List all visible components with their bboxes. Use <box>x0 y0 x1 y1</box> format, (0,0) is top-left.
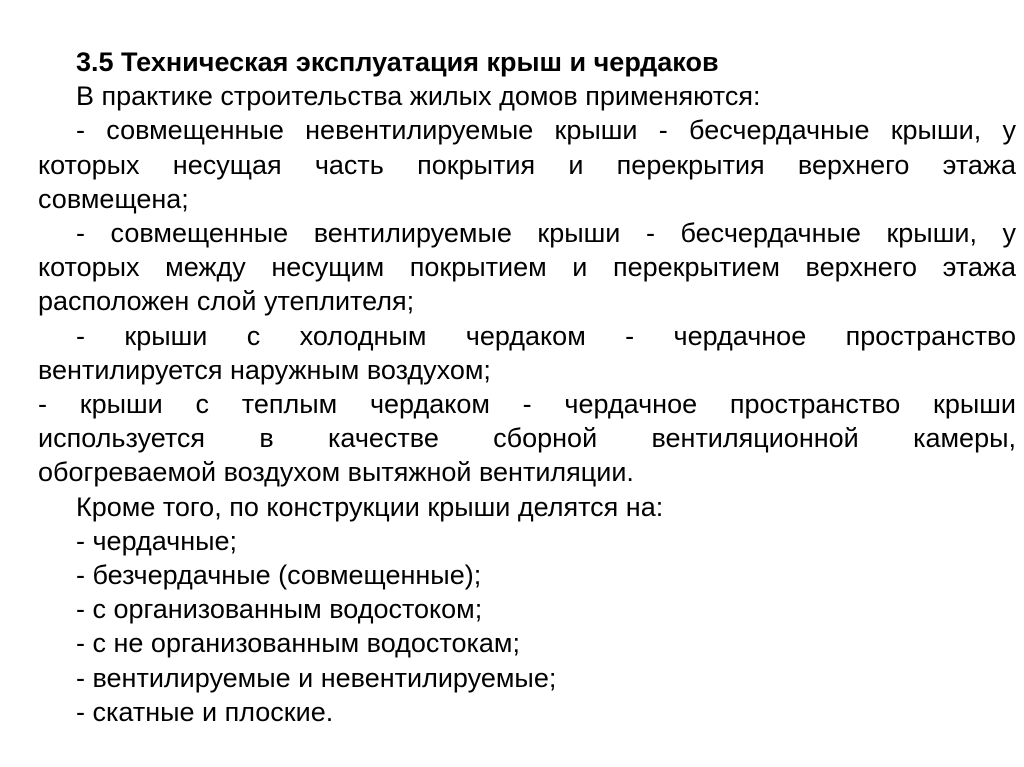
section-title: 3.5 Техническая эксплуатация крыш и чердаков <box>76 47 719 77</box>
list-item: - скатные и плоские. <box>76 696 334 727</box>
paragraph-line: - крыши с теплым чердаком - чердачное пространство крыши <box>38 389 1016 420</box>
paragraph-line: - совмещенные вентилируемые крыши - бесчердачные крыши, у <box>76 218 1016 249</box>
roof-type-list <box>38 524 1016 729</box>
list-item: - безчердачные (совмещенные); <box>76 560 482 591</box>
paragraph-line: вентилируется наружным воздухом; <box>38 354 491 385</box>
paragraph-line: обогреваемой воздухом вытяжной вентиляции. <box>38 457 634 488</box>
list-item: - чердачные; <box>76 525 238 556</box>
paragraph-warm-attic-roofs <box>38 387 1016 490</box>
intro-text: В практике строительства жилых домов применяются: <box>76 81 761 112</box>
slide-text <box>38 45 1016 729</box>
list-item: - вентилируемые и невентилируемые; <box>76 662 557 693</box>
paragraph-unventilated-combined-roofs <box>38 113 1016 216</box>
paragraph-line: расположен слой утеплителя; <box>38 286 415 317</box>
list-item: - с организованным водостоком; <box>76 594 483 625</box>
list-intro-text: Кроме того, по конструкции крыши делятся на: <box>76 491 664 522</box>
paragraph-cold-attic-roofs <box>38 319 1016 387</box>
paragraph-line: - совмещенные невентилируемые крыши - бесчердачные крыши, у <box>76 115 1016 146</box>
paragraph-line: которых несущая часть покрытия и перекрытия верхнего этажа <box>38 149 1016 180</box>
list-item: - с не организованным водостокам; <box>76 628 520 659</box>
paragraph-line: используется в качестве сборной вентиляционной камеры, <box>38 423 1016 454</box>
paragraph-line: совмещена; <box>38 183 189 214</box>
paragraph-ventilated-combined-roofs <box>38 216 1016 319</box>
paragraph-line: которых между несущим покрытием и перекрытием верхнего этажа <box>38 252 1016 283</box>
paragraph-line: - крыши с холодным чердаком - чердачное пространство <box>76 320 1016 351</box>
